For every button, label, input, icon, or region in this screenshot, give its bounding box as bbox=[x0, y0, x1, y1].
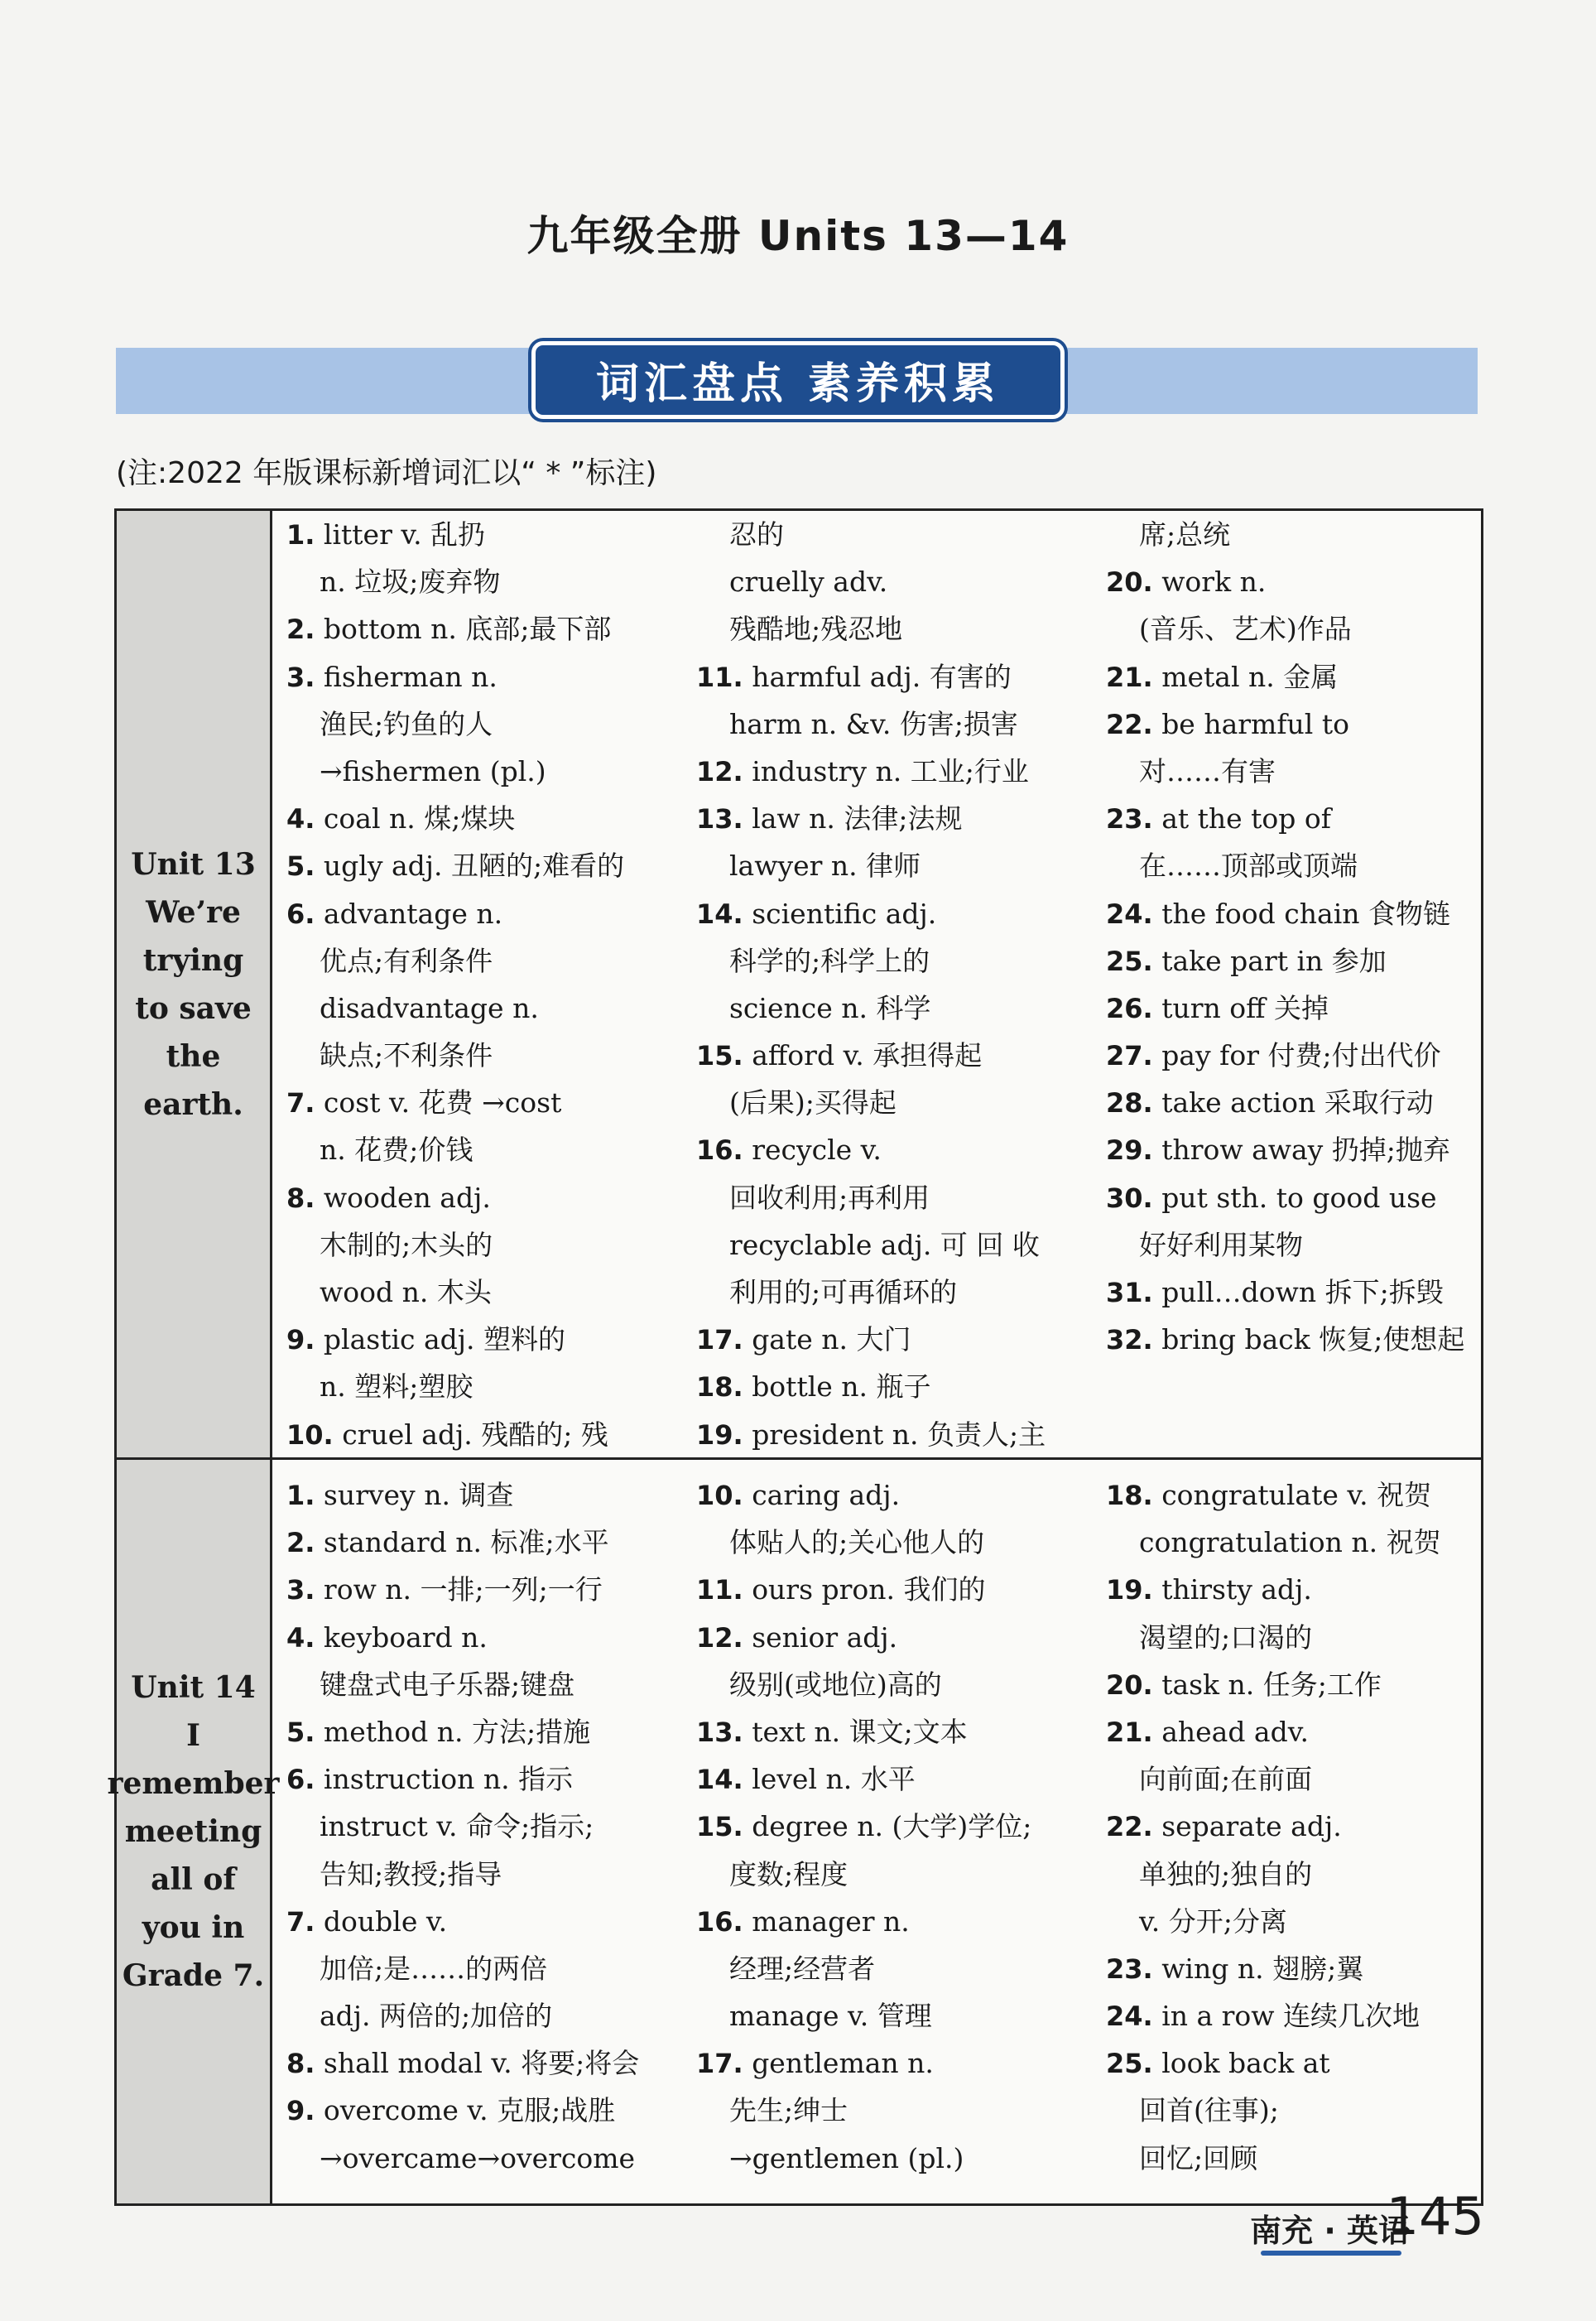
entry-number: 18. bbox=[1106, 1480, 1153, 1511]
entry-text: industry n. 工业;行业 bbox=[752, 754, 1029, 787]
vocab-entry-line bbox=[696, 937, 1102, 985]
entry-number: 20. bbox=[1106, 566, 1153, 599]
vocab-entry-line bbox=[696, 1755, 1102, 1803]
vocab-entry-line bbox=[1106, 701, 1478, 748]
entry-number: 3. bbox=[286, 661, 315, 693]
entry-text: ugly adj. 丑陋的;难看的 bbox=[323, 850, 625, 883]
entry-number: 10. bbox=[696, 1480, 743, 1511]
entry-number: 29. bbox=[1106, 1134, 1153, 1167]
entry-number: 17. bbox=[696, 1324, 743, 1356]
entry-number: 32. bbox=[1106, 1324, 1153, 1356]
vocab-entry-line bbox=[286, 1519, 692, 1566]
entry-text: president n. 负责人;主 bbox=[752, 1418, 1046, 1451]
entry-text: level n. 水平 bbox=[752, 1763, 916, 1796]
unit13-column-1 bbox=[286, 511, 692, 1458]
entry-text: bottle n. 瓶子 bbox=[752, 1370, 931, 1404]
entry-text: recyclable adj. 可 回 收 bbox=[729, 1228, 1040, 1261]
entry-text: →fishermen (pl.) bbox=[320, 754, 546, 787]
unit-label-line: I bbox=[186, 1718, 200, 1753]
vocab-entry-line bbox=[286, 2135, 692, 2182]
entry-text: disadvantage n. bbox=[320, 991, 539, 1024]
vocab-entry-line bbox=[1106, 1566, 1478, 1613]
unit14-column-1 bbox=[286, 1471, 692, 2182]
vocab-entry-line bbox=[696, 1411, 1102, 1458]
entry-number: 15. bbox=[696, 1040, 743, 1072]
vocab-entry-line bbox=[286, 937, 692, 985]
entry-number: 19. bbox=[696, 1418, 743, 1451]
vocab-entry-line bbox=[286, 1992, 692, 2039]
entry-text: (音乐、艺术)作品 bbox=[1139, 613, 1352, 646]
vocab-entry-line bbox=[1106, 842, 1478, 889]
unit13-label-cell bbox=[117, 511, 272, 1457]
entry-text: adj. 两倍的;加倍的 bbox=[320, 2000, 553, 2033]
vocab-entry-line bbox=[1106, 795, 1478, 842]
vocab-entry-line bbox=[696, 890, 1102, 937]
vocab-entry-line bbox=[286, 795, 692, 842]
vocab-entry-line bbox=[286, 653, 692, 701]
entry-text: afford v. 承担得起 bbox=[752, 1039, 983, 1072]
entry-text: 木制的;木头的 bbox=[320, 1228, 493, 1261]
entry-text: caring adj. bbox=[752, 1479, 901, 1511]
vocab-entry-line bbox=[1106, 511, 1478, 558]
vocab-entry-line bbox=[1106, 605, 1478, 652]
vocab-entry-line bbox=[696, 985, 1102, 1032]
vocab-entry-line bbox=[286, 701, 692, 748]
vocab-entry-line bbox=[696, 748, 1102, 795]
entry-text: n. 垃圾;废弃物 bbox=[320, 566, 501, 599]
entry-number: 19. bbox=[1106, 1574, 1153, 1606]
vocab-entry-line bbox=[1106, 558, 1478, 605]
vocab-entry-line bbox=[1106, 1661, 1478, 1708]
entry-text: separate adj. bbox=[1161, 1810, 1342, 1843]
vocab-entry-line bbox=[286, 1755, 692, 1803]
entry-text: law n. 法律;法规 bbox=[752, 802, 963, 835]
vocab-table bbox=[107, 508, 1483, 2206]
unit-label-line: meeting bbox=[124, 1814, 262, 1849]
entry-number: 14. bbox=[696, 898, 743, 930]
unit14-column-3 bbox=[1106, 1471, 1478, 2182]
entry-text: 向前面;在前面 bbox=[1139, 1763, 1313, 1796]
vocab-entry-line bbox=[1106, 890, 1478, 937]
note-text: (注:2022 年版课标新增词汇以“ * ”标注) bbox=[116, 456, 657, 490]
vocab-entry-line bbox=[1106, 1471, 1478, 1519]
vocab-entry-line bbox=[696, 1661, 1102, 1708]
entry-number: 4. bbox=[286, 1621, 315, 1654]
vocab-entry-line bbox=[1106, 1992, 1478, 2039]
vocab-entry-line bbox=[1106, 653, 1478, 701]
entry-text: 优点;有利条件 bbox=[320, 944, 493, 977]
entry-text: wing n. 翅膀;翼 bbox=[1161, 1952, 1364, 1985]
vocab-entry-line bbox=[696, 1269, 1102, 1316]
entry-number: 18. bbox=[696, 1371, 743, 1404]
entry-text: task n. 任务;工作 bbox=[1161, 1668, 1382, 1701]
vocab-entry-line bbox=[696, 1566, 1102, 1613]
entry-number: 30. bbox=[1106, 1182, 1153, 1214]
vocab-entry-line bbox=[286, 748, 692, 795]
entry-number: 12. bbox=[696, 1621, 743, 1654]
entry-text: ahead adv. bbox=[1161, 1715, 1309, 1748]
unit-label-line: to save bbox=[135, 990, 252, 1026]
entry-text: at the top of bbox=[1161, 802, 1331, 835]
entry-text: degree n. (大学)学位; bbox=[752, 1810, 1032, 1843]
vocab-entry-line bbox=[696, 1708, 1102, 1755]
entry-number: 7. bbox=[286, 1905, 315, 1938]
vocab-entry-line bbox=[696, 1316, 1102, 1363]
entry-text: standard n. 标准;水平 bbox=[323, 1526, 609, 1559]
entry-text: thirsty adj. bbox=[1161, 1573, 1312, 1606]
unit-label-line: Grade 7. bbox=[122, 1958, 265, 1993]
vocab-entry-line bbox=[1106, 1519, 1478, 1566]
vocab-entry-line bbox=[286, 985, 692, 1032]
unit-label-line: Unit 14 bbox=[131, 1670, 256, 1705]
vocab-entry-line bbox=[1106, 1945, 1478, 1992]
entry-number: 16. bbox=[696, 1134, 743, 1167]
vocab-entry-line bbox=[696, 2135, 1102, 2182]
vocab-entry-line bbox=[696, 1898, 1102, 1945]
entry-text: gate n. 大门 bbox=[752, 1323, 911, 1356]
vocab-entry-line bbox=[1106, 2135, 1478, 2182]
entry-number: 14. bbox=[696, 1764, 743, 1796]
entry-number: 22. bbox=[1106, 1811, 1153, 1843]
entry-text: 忍的 bbox=[729, 518, 784, 551]
entry-text: 键盘式电子乐器;键盘 bbox=[320, 1668, 575, 1701]
entry-number: 11. bbox=[696, 661, 743, 693]
unit-label-line: remember bbox=[107, 1766, 280, 1801]
entry-text: throw away 扔掉;抛弃 bbox=[1161, 1134, 1450, 1167]
entry-number: 16. bbox=[696, 1905, 743, 1938]
vocab-entry-line bbox=[1106, 1614, 1478, 1661]
entry-text: method n. 方法;措施 bbox=[323, 1715, 591, 1748]
entry-text: double v. bbox=[323, 1904, 448, 1938]
entry-text: 经理;经营者 bbox=[729, 1952, 876, 1985]
entry-number: 8. bbox=[286, 1182, 315, 1214]
entry-text: 级别(或地位)高的 bbox=[729, 1668, 942, 1701]
entry-text: congratulation n. 祝贺 bbox=[1139, 1526, 1441, 1559]
vocab-entry-line bbox=[1106, 2039, 1478, 2087]
vocab-entry-line bbox=[286, 1614, 692, 1661]
brand-underline bbox=[1261, 2251, 1401, 2256]
unit-label-line: We’re bbox=[146, 894, 241, 930]
vocab-entry-line bbox=[286, 1471, 692, 1519]
vocab-entry-line bbox=[696, 1126, 1102, 1173]
entry-text: →overcame→overcome bbox=[320, 2141, 636, 2174]
entry-number: 1. bbox=[286, 519, 315, 551]
entry-text: 单独的;独自的 bbox=[1139, 1857, 1313, 1890]
entry-text: 渔民;钓鱼的人 bbox=[320, 707, 493, 740]
vocab-entry-line bbox=[696, 1614, 1102, 1661]
entry-text: fisherman n. bbox=[323, 660, 498, 693]
vocab-entry-line bbox=[286, 890, 692, 937]
vocab-entry-line bbox=[286, 1269, 692, 1316]
unit-label-line: you in bbox=[142, 1910, 245, 1945]
section-banner: 词汇盘点 素养积累 bbox=[531, 341, 1065, 419]
entry-number: 23. bbox=[1106, 803, 1153, 835]
entry-number: 23. bbox=[1106, 1953, 1153, 1985]
entry-number: 2. bbox=[286, 1527, 315, 1559]
entry-text: turn off 关掉 bbox=[1161, 991, 1329, 1024]
entry-text: shall modal v. 将要;将会 bbox=[323, 2047, 640, 2080]
entry-text: cruel adj. 残酷的; 残 bbox=[342, 1418, 608, 1451]
vocab-entry-line bbox=[696, 1851, 1102, 1898]
vocab-entry-line bbox=[286, 1411, 692, 1458]
entry-text: bring back 恢复;使想起 bbox=[1161, 1323, 1465, 1356]
entry-text: litter v. 乱扔 bbox=[323, 518, 486, 551]
vocab-entry-line bbox=[1106, 1316, 1478, 1363]
entry-text: 度数;程度 bbox=[729, 1857, 848, 1890]
unit13-label bbox=[117, 840, 270, 1129]
entry-number: 31. bbox=[1106, 1277, 1153, 1308]
vocab-entry-line bbox=[696, 558, 1102, 605]
entry-text: v. 分开;分离 bbox=[1139, 1904, 1287, 1938]
vocab-entry-line bbox=[286, 1221, 692, 1269]
vocab-entry-line bbox=[286, 1566, 692, 1613]
entry-number: 25. bbox=[1106, 2048, 1153, 2080]
vocab-entry-line bbox=[696, 2039, 1102, 2087]
entry-text: harmful adj. 有害的 bbox=[752, 660, 1012, 693]
unit13-column-3 bbox=[1106, 511, 1478, 1363]
entry-text: 回收利用;再利用 bbox=[729, 1181, 930, 1214]
entry-number: 5. bbox=[286, 850, 315, 883]
entry-text: 利用的;可再循环的 bbox=[729, 1276, 958, 1308]
vocab-entry-line bbox=[1106, 1269, 1478, 1316]
vocab-entry-line bbox=[286, 1661, 692, 1708]
entry-number: 2. bbox=[286, 614, 315, 646]
entry-number: 3. bbox=[286, 1574, 315, 1606]
entry-text: take part in 参加 bbox=[1161, 944, 1387, 977]
vocab-entry-line bbox=[696, 1363, 1102, 1410]
entry-number: 22. bbox=[1106, 708, 1153, 740]
vocab-entry-line bbox=[1106, 748, 1478, 795]
entry-text: pull…down 拆下;拆毁 bbox=[1161, 1276, 1444, 1308]
entry-text: in a row 连续几次地 bbox=[1161, 2000, 1421, 2033]
vocab-entry-line bbox=[1106, 1079, 1478, 1126]
vocab-entry-line bbox=[696, 605, 1102, 652]
entry-text: plastic adj. 塑料的 bbox=[323, 1323, 566, 1356]
row-divider bbox=[117, 1457, 1481, 1460]
entry-number: 9. bbox=[286, 2095, 315, 2127]
entry-number: 6. bbox=[286, 1764, 315, 1796]
vocab-entry-line bbox=[696, 1079, 1102, 1126]
entry-number: 1. bbox=[286, 1480, 315, 1511]
entry-text: look back at bbox=[1161, 2047, 1330, 2080]
vocab-entry-line bbox=[1106, 1851, 1478, 1898]
entry-number: 24. bbox=[1106, 898, 1153, 930]
entry-text: metal n. 金属 bbox=[1161, 660, 1339, 693]
entry-text: n. 花费;价钱 bbox=[320, 1134, 474, 1167]
vocab-entry-line bbox=[1106, 1898, 1478, 1945]
vocab-entry-line bbox=[1106, 1221, 1478, 1269]
entry-text: put sth. to good use bbox=[1161, 1181, 1437, 1214]
entry-number: 15. bbox=[696, 1811, 743, 1843]
unit13-column-2 bbox=[696, 511, 1102, 1458]
unit14-label-cell bbox=[107, 1460, 280, 2203]
entry-text: 席;总统 bbox=[1139, 518, 1231, 551]
vocab-entry-line bbox=[286, 1126, 692, 1173]
entry-text: 对……有害 bbox=[1139, 754, 1276, 787]
entry-number: 27. bbox=[1106, 1040, 1153, 1072]
vocab-entry-line bbox=[696, 1221, 1102, 1269]
vocab-entry-line bbox=[286, 1316, 692, 1363]
entry-text: 告知;教授;指导 bbox=[320, 1857, 502, 1890]
entry-text: take action 采取行动 bbox=[1161, 1086, 1434, 1120]
entry-text: wood n. 木头 bbox=[320, 1276, 492, 1308]
entry-text: 回忆;回顾 bbox=[1139, 2141, 1258, 2174]
entry-text: (后果);买得起 bbox=[729, 1086, 897, 1120]
vocab-entry-line bbox=[696, 653, 1102, 701]
entry-text: senior adj. bbox=[752, 1620, 898, 1654]
entry-text: 科学的;科学上的 bbox=[729, 944, 930, 977]
vocab-entry-line bbox=[286, 1032, 692, 1079]
entry-text: 残酷地;残忍地 bbox=[729, 613, 903, 646]
entry-text: instruction n. 指示 bbox=[323, 1763, 574, 1796]
unit14-label bbox=[108, 1664, 280, 2000]
vocab-entry-line bbox=[286, 1708, 692, 1755]
entry-number: 26. bbox=[1106, 992, 1153, 1024]
vocab-entry-line bbox=[1106, 1032, 1478, 1079]
entry-text: →gentlemen (pl.) bbox=[729, 2141, 964, 2174]
entry-text: text n. 课文;文本 bbox=[752, 1715, 968, 1748]
entry-text: cost v. 花费 →cost bbox=[323, 1086, 562, 1120]
vocab-entry-line bbox=[696, 1519, 1102, 1566]
vocab-entry-line bbox=[286, 1079, 692, 1126]
entry-text: manage v. 管理 bbox=[729, 2000, 932, 2033]
entry-text: cruelly adv. bbox=[729, 566, 888, 599]
entry-text: advantage n. bbox=[323, 897, 503, 930]
vocab-entry-line bbox=[696, 701, 1102, 748]
vocab-entry-line bbox=[286, 2087, 692, 2134]
vocab-entry-line bbox=[286, 511, 692, 558]
entry-text: row n. 一排;一列;一行 bbox=[323, 1573, 603, 1606]
entry-text: harm n. &v. 伤害;损害 bbox=[729, 707, 1018, 740]
vocab-entry-line bbox=[1106, 1174, 1478, 1221]
vocab-entry-line bbox=[696, 2087, 1102, 2134]
vocab-entry-line bbox=[286, 842, 692, 889]
entry-number: 4. bbox=[286, 803, 315, 835]
entry-number: 9. bbox=[286, 1324, 315, 1356]
entry-number: 28. bbox=[1106, 1087, 1153, 1120]
entry-text: 好好利用某物 bbox=[1139, 1228, 1303, 1261]
entry-text: manager n. bbox=[752, 1904, 910, 1938]
entry-text: pay for 付费;付出代价 bbox=[1161, 1039, 1441, 1072]
unit-label-line: the earth. bbox=[143, 1038, 243, 1122]
vocab-entry-line bbox=[286, 2039, 692, 2087]
vocab-entry-line bbox=[696, 1803, 1102, 1850]
vocab-entry-line bbox=[1106, 2087, 1478, 2134]
entry-number: 24. bbox=[1106, 2001, 1153, 2033]
vocab-entry-line bbox=[696, 1471, 1102, 1519]
entry-text: keyboard n. bbox=[323, 1620, 488, 1654]
entry-number: 21. bbox=[1106, 1716, 1153, 1748]
vocab-entry-line bbox=[696, 1032, 1102, 1079]
unit14-column-2 bbox=[696, 1471, 1102, 2182]
entry-text: ours pron. 我们的 bbox=[752, 1573, 986, 1606]
entry-text: be harmful to bbox=[1161, 707, 1349, 740]
vocab-entry-line bbox=[1106, 1803, 1478, 1850]
vocab-entry-line bbox=[286, 1898, 692, 1945]
entry-number: 20. bbox=[1106, 1669, 1153, 1701]
entry-text: gentleman n. bbox=[752, 2047, 934, 2080]
vocab-entry-line bbox=[286, 1945, 692, 1992]
vocab-entry-line bbox=[1106, 1708, 1478, 1755]
entry-text: wooden adj. bbox=[323, 1181, 491, 1214]
vocab-entry-line bbox=[696, 795, 1102, 842]
vocab-entry-line bbox=[286, 1174, 692, 1221]
entry-number: 17. bbox=[696, 2048, 743, 2080]
entry-text: bottom n. 底部;最下部 bbox=[323, 613, 612, 646]
vocab-entry-line bbox=[1106, 1755, 1478, 1803]
entry-text: recycle v. bbox=[752, 1134, 882, 1167]
vocab-entry-line bbox=[1106, 937, 1478, 985]
entry-text: 回首(往事); bbox=[1139, 2094, 1279, 2127]
publisher-brand: 南充 · 英语 bbox=[1250, 2213, 1410, 2249]
vocab-entry-line bbox=[696, 842, 1102, 889]
vocab-entry-line bbox=[696, 1945, 1102, 1992]
entry-text: 加倍;是……的两倍 bbox=[320, 1952, 548, 1985]
entry-text: the food chain 食物链 bbox=[1161, 897, 1450, 930]
entry-text: survey n. 调查 bbox=[323, 1479, 514, 1511]
page-number: 145 bbox=[1386, 2186, 1484, 2246]
entry-number: 11. bbox=[696, 1574, 743, 1606]
entry-number: 8. bbox=[286, 2048, 315, 2080]
entry-text: lawyer n. 律师 bbox=[729, 850, 921, 883]
entry-number: 13. bbox=[696, 803, 743, 835]
vocab-entry-line bbox=[286, 558, 692, 605]
entry-number: 13. bbox=[696, 1716, 743, 1748]
entry-text: 缺点;不利条件 bbox=[320, 1039, 493, 1072]
entry-text: work n. bbox=[1161, 566, 1267, 599]
entry-text: 体贴人的;关心他人的 bbox=[729, 1526, 985, 1559]
entry-text: n. 塑料;塑胶 bbox=[320, 1370, 474, 1404]
entry-text: 渴望的;口渴的 bbox=[1139, 1620, 1313, 1654]
vocab-entry-line bbox=[1106, 985, 1478, 1032]
vocab-entry-line bbox=[696, 1174, 1102, 1221]
page-title: 九年级全册 Units 13—14 bbox=[526, 212, 1070, 260]
entry-text: congratulate v. 祝贺 bbox=[1161, 1479, 1432, 1511]
entry-text: instruct v. 命令;指示; bbox=[320, 1810, 594, 1843]
vocab-entry-line bbox=[286, 1363, 692, 1410]
vocab-entry-line bbox=[696, 1992, 1102, 2039]
entry-text: science n. 科学 bbox=[729, 991, 931, 1024]
vocab-entry-line bbox=[286, 1851, 692, 1898]
entry-text: coal n. 煤;煤块 bbox=[323, 802, 516, 835]
unit-label-line: Unit 13 bbox=[131, 846, 256, 882]
entry-number: 21. bbox=[1106, 661, 1153, 693]
vocab-entry-line bbox=[286, 1803, 692, 1850]
entry-number: 10. bbox=[286, 1418, 334, 1451]
entry-text: 在……顶部或顶端 bbox=[1139, 850, 1358, 883]
entry-text: overcome v. 克服;战胜 bbox=[323, 2094, 616, 2127]
entry-number: 5. bbox=[286, 1716, 315, 1748]
vocab-entry-line bbox=[696, 511, 1102, 558]
entry-number: 6. bbox=[286, 898, 315, 930]
unit-label-line: trying bbox=[142, 942, 244, 978]
entry-text: scientific adj. bbox=[752, 897, 937, 930]
unit-label-line: all of bbox=[151, 1862, 236, 1897]
vocab-entry-line bbox=[286, 605, 692, 652]
vocab-entry-line bbox=[1106, 1126, 1478, 1173]
entry-text: 先生;绅士 bbox=[729, 2094, 848, 2127]
entry-number: 7. bbox=[286, 1087, 315, 1120]
entry-number: 12. bbox=[696, 755, 743, 787]
entry-number: 25. bbox=[1106, 945, 1153, 977]
